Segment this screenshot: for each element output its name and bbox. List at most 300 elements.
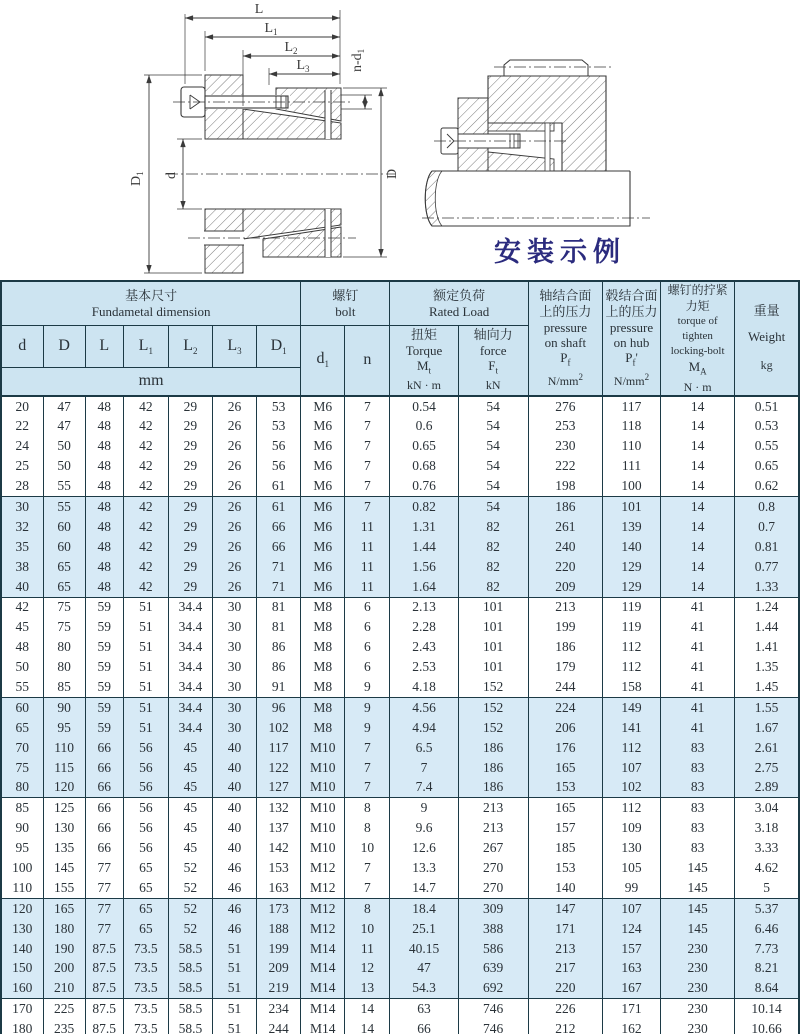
table-cell: 0.76: [390, 476, 458, 496]
table-cell: 270: [458, 858, 528, 878]
table-cell: 1.45: [735, 677, 799, 697]
table-cell: 3.33: [735, 838, 799, 858]
table-cell: 48: [1, 637, 43, 657]
table-cell: 186: [458, 778, 528, 798]
table-cell: 41: [661, 617, 735, 637]
table-cell: 6: [345, 637, 390, 657]
table-cell: 160: [1, 978, 43, 998]
table-cell: 111: [602, 456, 660, 476]
table-cell: 48: [85, 497, 123, 517]
table-cell: 110: [1, 878, 43, 898]
header-col-D1: $D_1$: [257, 325, 301, 368]
table-cell: 12: [345, 959, 390, 979]
table-cell: 8: [345, 818, 390, 838]
table-cell: 6.5: [390, 738, 458, 758]
table-cell: 26: [212, 537, 256, 557]
dim-label-L1: $L_1$: [264, 21, 278, 37]
table-cell: 51: [123, 637, 168, 657]
table-cell: 34.4: [168, 718, 212, 738]
table-cell: 270: [458, 878, 528, 898]
table-cell: 141: [602, 718, 660, 738]
table-cell: 2.75: [735, 758, 799, 778]
table-cell: 0.53: [735, 416, 799, 436]
table-cell: 14: [661, 577, 735, 597]
table-cell: 230: [661, 1019, 735, 1034]
table-cell: 41: [661, 677, 735, 697]
table-cell: 48: [85, 476, 123, 496]
table-cell: 186: [528, 497, 602, 517]
table-cell: 35: [1, 537, 43, 557]
table-cell: 91: [257, 677, 301, 697]
table-cell: 45: [168, 838, 212, 858]
table-cell: M10: [301, 838, 345, 858]
table-cell: 56: [123, 778, 168, 798]
table-cell: 7: [345, 858, 390, 878]
table-cell: 8.64: [735, 978, 799, 998]
table-cell: 158: [602, 677, 660, 697]
table-cell: 42: [123, 497, 168, 517]
table-cell: 56: [123, 758, 168, 778]
table-cell: M6: [301, 497, 345, 517]
table-cell: 86: [257, 657, 301, 677]
table-cell: M10: [301, 758, 345, 778]
table-cell: 1.35: [735, 657, 799, 677]
table-cell: 129: [602, 557, 660, 577]
table-cell: 42: [123, 456, 168, 476]
table-cell: 26: [212, 396, 256, 417]
table-cell: 51: [212, 978, 256, 998]
table-row: [1, 677, 799, 697]
dim-label-D1: $D_1$: [129, 171, 145, 186]
table-cell: 112: [602, 798, 660, 818]
table-cell: 140: [528, 878, 602, 898]
table-cell: M6: [301, 456, 345, 476]
table-cell: M6: [301, 416, 345, 436]
table-cell: 99: [602, 878, 660, 898]
table-cell: 213: [458, 798, 528, 818]
table-header: [1, 281, 799, 396]
table-cell: 125: [43, 798, 85, 818]
table-cell: 234: [257, 999, 301, 1019]
table-cell: 2.89: [735, 778, 799, 798]
table-cell: 34.4: [168, 697, 212, 717]
table-row: [1, 637, 799, 657]
table-cell: 230: [661, 939, 735, 959]
table-cell: 28: [1, 476, 43, 496]
table-cell: 83: [661, 798, 735, 818]
table-cell: 212: [528, 1019, 602, 1034]
table-cell: 65: [1, 718, 43, 738]
table-cell: 157: [528, 818, 602, 838]
table-cell: M12: [301, 898, 345, 918]
table-cell: 14: [661, 497, 735, 517]
table-cell: 25: [1, 456, 43, 476]
table-cell: 102: [257, 718, 301, 738]
table-cell: 51: [212, 939, 256, 959]
table-cell: 42: [123, 577, 168, 597]
table-cell: 66: [85, 838, 123, 858]
table-cell: 40: [212, 758, 256, 778]
table-cell: 47: [43, 396, 85, 417]
table-cell: 2.13: [390, 597, 458, 617]
table-cell: 29: [168, 557, 212, 577]
table-cell: 153: [257, 858, 301, 878]
table-cell: 139: [602, 517, 660, 537]
table-cell: M8: [301, 718, 345, 738]
table-cell: 244: [528, 677, 602, 697]
table-cell: 0.7: [735, 517, 799, 537]
table-cell: 157: [602, 939, 660, 959]
table-cell: 267: [458, 838, 528, 858]
table-cell: 692: [458, 978, 528, 998]
spec-table: [0, 280, 800, 1034]
table-cell: 179: [528, 657, 602, 677]
table-cell: M14: [301, 939, 345, 959]
table-row: [1, 898, 799, 918]
table-cell: 10: [345, 838, 390, 858]
table-cell: 82: [458, 537, 528, 557]
table-cell: M14: [301, 1019, 345, 1034]
table-cell: 83: [661, 818, 735, 838]
table-cell: 7.73: [735, 939, 799, 959]
table-cell: 4.18: [390, 677, 458, 697]
header-col-L2: $L_2$: [168, 325, 212, 368]
table-cell: 276: [528, 396, 602, 417]
table-cell: 225: [43, 999, 85, 1019]
table-cell: 51: [123, 718, 168, 738]
table-cell: 77: [85, 858, 123, 878]
table-cell: 199: [528, 617, 602, 637]
row-group: [1, 396, 799, 497]
table-cell: 50: [43, 456, 85, 476]
table-cell: 66: [85, 818, 123, 838]
table-cell: 85: [43, 677, 85, 697]
table-cell: 40: [1, 577, 43, 597]
table-cell: 105: [602, 858, 660, 878]
table-row: [1, 396, 799, 417]
table-cell: 102: [602, 778, 660, 798]
table-cell: 54: [458, 396, 528, 417]
dim-label-L: L: [254, 2, 264, 17]
table-cell: 165: [43, 898, 85, 918]
row-group: [1, 798, 799, 898]
table-cell: 42: [123, 396, 168, 417]
table-cell: 230: [661, 959, 735, 979]
table-cell: 639: [458, 959, 528, 979]
table-cell: 200: [43, 959, 85, 979]
table-cell: 29: [168, 416, 212, 436]
table-cell: 71: [257, 557, 301, 577]
table-cell: 54: [458, 436, 528, 456]
table-cell: 51: [123, 677, 168, 697]
table-cell: 1.64: [390, 577, 458, 597]
table-cell: 45: [168, 818, 212, 838]
table-cell: 90: [1, 818, 43, 838]
table-cell: 7: [345, 436, 390, 456]
table-cell: M14: [301, 999, 345, 1019]
table-cell: 29: [168, 497, 212, 517]
table-cell: 75: [1, 758, 43, 778]
table-cell: 24: [1, 436, 43, 456]
table-cell: 185: [528, 838, 602, 858]
table-cell: 198: [528, 476, 602, 496]
table-cell: 163: [602, 959, 660, 979]
table-cell: 56: [123, 738, 168, 758]
table-cell: 206: [528, 718, 602, 738]
table-cell: 220: [528, 978, 602, 998]
table-cell: 1.33: [735, 577, 799, 597]
table-cell: 115: [43, 758, 85, 778]
table-cell: 153: [528, 778, 602, 798]
table-cell: 48: [85, 436, 123, 456]
table-cell: 7.4: [390, 778, 458, 798]
table-cell: 5: [735, 878, 799, 898]
table-cell: 0.6: [390, 416, 458, 436]
table-cell: 29: [168, 396, 212, 417]
table-cell: 73.5: [123, 939, 168, 959]
table-cell: M12: [301, 878, 345, 898]
table-cell: 309: [458, 898, 528, 918]
table-cell: 150: [1, 959, 43, 979]
table-cell: 213: [528, 597, 602, 617]
table-cell: 59: [85, 718, 123, 738]
table-cell: 80: [43, 657, 85, 677]
table-cell: 56: [257, 436, 301, 456]
table-cell: 61: [257, 497, 301, 517]
table-cell: 48: [85, 537, 123, 557]
table-cell: 59: [85, 657, 123, 677]
table-cell: 58.5: [168, 999, 212, 1019]
table-cell: 42: [123, 436, 168, 456]
table-cell: 145: [661, 919, 735, 939]
table-cell: 244: [257, 1019, 301, 1034]
table-cell: 34.4: [168, 677, 212, 697]
table-cell: 230: [661, 978, 735, 998]
table-cell: 180: [43, 919, 85, 939]
header-col-d1: $d_1$: [301, 325, 345, 396]
table-cell: 171: [528, 919, 602, 939]
table-cell: 0.65: [390, 436, 458, 456]
table-cell: 213: [458, 818, 528, 838]
header-col-force: 轴向力 force $F_t$ kN: [458, 325, 528, 396]
table-cell: 20: [1, 396, 43, 417]
table-cell: 9: [345, 677, 390, 697]
table-cell: 171: [602, 999, 660, 1019]
table-cell: 217: [528, 959, 602, 979]
table-cell: 34.4: [168, 617, 212, 637]
table-cell: 149: [602, 697, 660, 717]
table-cell: 100: [602, 476, 660, 496]
table-row: [1, 617, 799, 637]
table-cell: 4.56: [390, 697, 458, 717]
table-cell: 54.3: [390, 978, 458, 998]
table-cell: M8: [301, 597, 345, 617]
table-cell: 186: [458, 758, 528, 778]
table-cell: 73.5: [123, 959, 168, 979]
header-rated-load: 额定负荷 Rated Load: [390, 281, 528, 325]
table-cell: 101: [602, 497, 660, 517]
table-cell: 42: [123, 476, 168, 496]
table-cell: 10.14: [735, 999, 799, 1019]
table-cell: 8: [345, 798, 390, 818]
table-cell: 30: [212, 677, 256, 697]
table-cell: 7: [345, 878, 390, 898]
table-row: [1, 718, 799, 738]
table-cell: 32: [1, 517, 43, 537]
table-cell: 41: [661, 597, 735, 617]
table-cell: 59: [85, 617, 123, 637]
table-cell: 186: [528, 637, 602, 657]
table-cell: 54: [458, 456, 528, 476]
header-col-D: D: [43, 325, 85, 368]
table-cell: 83: [661, 738, 735, 758]
table-cell: 58.5: [168, 939, 212, 959]
table-cell: 42: [1, 597, 43, 617]
table-cell: M8: [301, 637, 345, 657]
table-cell: M10: [301, 738, 345, 758]
table-cell: 55: [43, 476, 85, 496]
table-cell: 117: [257, 738, 301, 758]
table-cell: 58.5: [168, 959, 212, 979]
table-cell: 48: [85, 416, 123, 436]
table-cell: 142: [257, 838, 301, 858]
table-cell: 73.5: [123, 999, 168, 1019]
header-col-L3: $L_3$: [212, 325, 256, 368]
table-cell: 26: [212, 557, 256, 577]
table-cell: 1.56: [390, 557, 458, 577]
table-cell: 7: [345, 396, 390, 417]
dimension-drawing: [128, 0, 428, 280]
table-cell: 122: [257, 758, 301, 778]
table-cell: 29: [168, 537, 212, 557]
table-cell: M6: [301, 436, 345, 456]
table-cell: 50: [43, 436, 85, 456]
table-cell: 30: [212, 617, 256, 637]
table-cell: M8: [301, 617, 345, 637]
table-cell: 235: [43, 1019, 85, 1034]
table-cell: 220: [528, 557, 602, 577]
table-row: [1, 657, 799, 677]
table-cell: 110: [602, 436, 660, 456]
table-cell: 11: [345, 517, 390, 537]
technical-drawings: [0, 0, 800, 280]
table-cell: 7: [345, 738, 390, 758]
table-row: [1, 818, 799, 838]
table-cell: 47: [43, 416, 85, 436]
table-cell: 65: [43, 577, 85, 597]
table-cell: 22: [1, 416, 43, 436]
table-cell: 75: [43, 617, 85, 637]
table-cell: 51: [212, 1019, 256, 1034]
table-cell: 2.61: [735, 738, 799, 758]
table-cell: 7: [345, 416, 390, 436]
table-cell: 186: [458, 738, 528, 758]
table-cell: 83: [661, 758, 735, 778]
table-cell: 56: [123, 798, 168, 818]
table-row: [1, 858, 799, 878]
table-cell: 3.04: [735, 798, 799, 818]
table-cell: 66: [85, 798, 123, 818]
table-cell: 230: [528, 436, 602, 456]
table-cell: 170: [1, 999, 43, 1019]
table-cell: 48: [85, 557, 123, 577]
table-cell: 25.1: [390, 919, 458, 939]
table-cell: 14: [345, 1019, 390, 1034]
table-row: [1, 758, 799, 778]
table-cell: 0.62: [735, 476, 799, 496]
table-cell: 66: [257, 517, 301, 537]
table-cell: M10: [301, 818, 345, 838]
table-cell: 101: [458, 637, 528, 657]
table-row: [1, 978, 799, 998]
header-tighten-torque: 螺钉的拧紧 力矩 torque of tighten locking-bolt $M_A$ N · m: [661, 281, 735, 396]
table-cell: 0.77: [735, 557, 799, 577]
table-cell: 13: [345, 978, 390, 998]
row-group: [1, 999, 799, 1034]
table-cell: 118: [602, 416, 660, 436]
table-cell: 30: [212, 597, 256, 617]
table-cell: 29: [168, 476, 212, 496]
table-cell: 60: [1, 697, 43, 717]
table-cell: 66: [257, 537, 301, 557]
table-cell: 82: [458, 577, 528, 597]
table-cell: 746: [458, 1019, 528, 1034]
table-cell: 11: [345, 577, 390, 597]
table-cell: 173: [257, 898, 301, 918]
table-cell: 2.28: [390, 617, 458, 637]
table-cell: 73.5: [123, 978, 168, 998]
table-cell: 52: [168, 858, 212, 878]
table-cell: 95: [1, 838, 43, 858]
table-cell: 40: [212, 838, 256, 858]
table-cell: 180: [1, 1019, 43, 1034]
table-cell: 83: [661, 838, 735, 858]
dim-label-nd1: $n-d_1$: [350, 48, 366, 72]
table-cell: 261: [528, 517, 602, 537]
table-cell: M12: [301, 858, 345, 878]
table-cell: 10.66: [735, 1019, 799, 1034]
table-cell: 66: [85, 778, 123, 798]
table-cell: 155: [43, 878, 85, 898]
header-col-L: L: [85, 325, 123, 368]
table-cell: 14: [661, 416, 735, 436]
table-cell: 66: [85, 738, 123, 758]
table-cell: 213: [528, 939, 602, 959]
table-cell: 2.53: [390, 657, 458, 677]
table-cell: 77: [85, 878, 123, 898]
table-row: [1, 1019, 799, 1034]
table-cell: 54: [458, 476, 528, 496]
table-cell: 209: [528, 577, 602, 597]
table-cell: 34.4: [168, 597, 212, 617]
table-cell: 8: [345, 898, 390, 918]
table-cell: 130: [1, 919, 43, 939]
table-cell: 45: [168, 798, 212, 818]
table-cell: 132: [257, 798, 301, 818]
table-cell: 29: [168, 577, 212, 597]
table-cell: 7: [390, 758, 458, 778]
table-cell: M14: [301, 959, 345, 979]
table-cell: 42: [123, 517, 168, 537]
table-cell: 26: [212, 456, 256, 476]
table-cell: 71: [257, 577, 301, 597]
table-cell: 51: [212, 999, 256, 1019]
table-cell: 222: [528, 456, 602, 476]
table-cell: 82: [458, 557, 528, 577]
row-group: [1, 597, 799, 697]
table-cell: 9.6: [390, 818, 458, 838]
table-cell: 13.3: [390, 858, 458, 878]
